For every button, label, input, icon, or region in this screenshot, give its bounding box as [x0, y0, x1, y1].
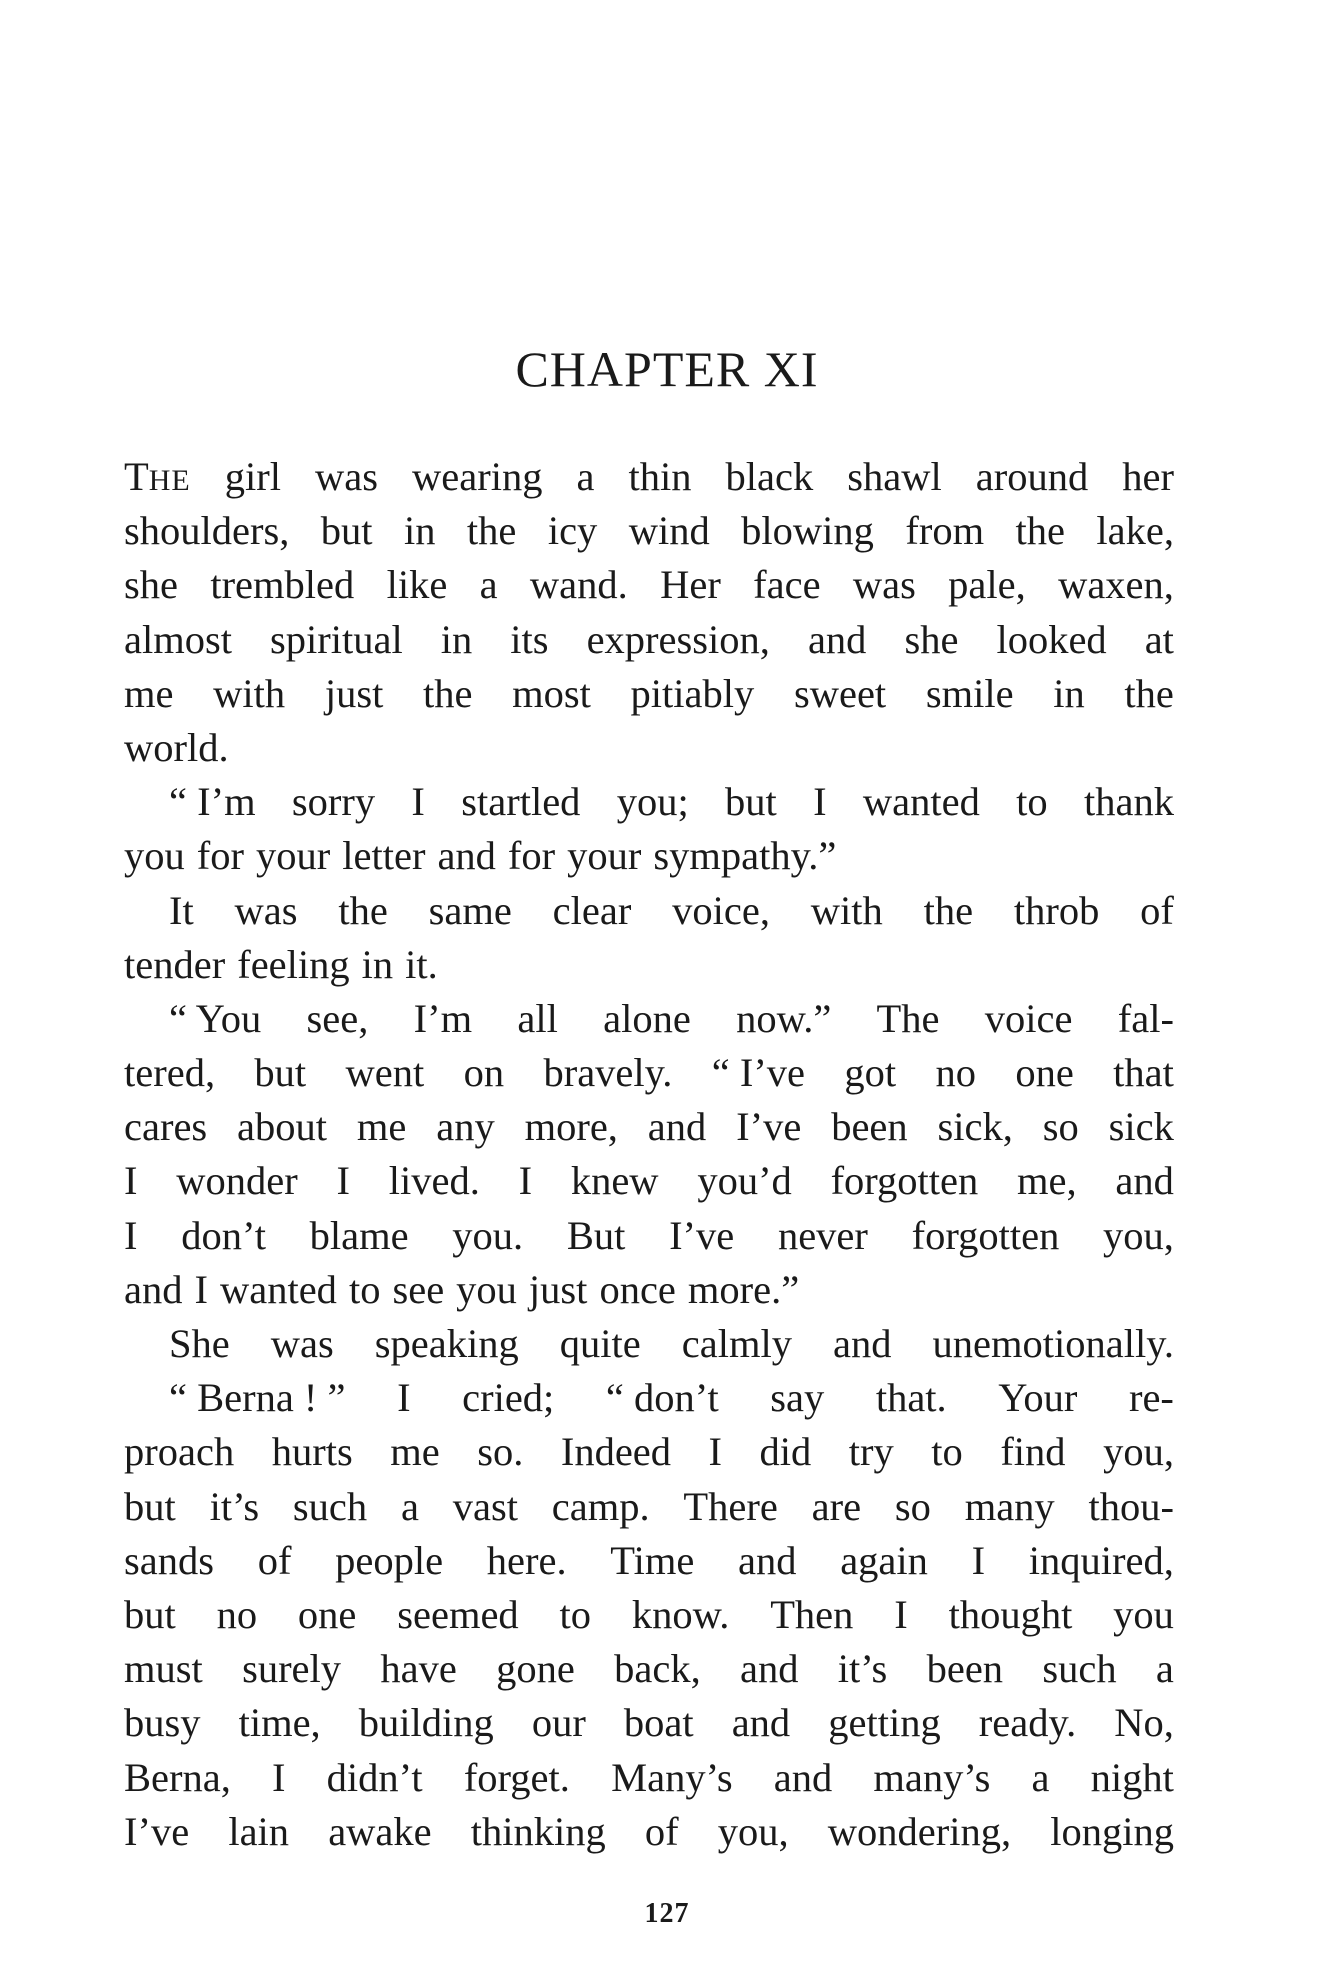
text-line: [124, 1263, 1174, 1317]
word: wanted: [219, 1266, 337, 1312]
text-line: [124, 775, 1174, 829]
word: gone: [496, 1646, 575, 1692]
word: from: [905, 508, 985, 554]
word: wearing: [412, 454, 543, 499]
word: was: [270, 1321, 334, 1366]
text-line: [124, 1425, 1174, 1479]
word: expression,: [586, 616, 770, 662]
text-line: [124, 884, 1174, 938]
word: building: [358, 1700, 494, 1746]
word: forgotten: [911, 1212, 1060, 1258]
word: she: [124, 562, 178, 608]
text-line: [124, 1100, 1174, 1154]
text-line: [124, 558, 1174, 612]
word: you,: [1103, 1212, 1174, 1258]
word: waxen,: [1058, 562, 1174, 608]
text-line: [124, 1751, 1174, 1805]
word: but: [320, 508, 373, 554]
word: so: [894, 1483, 931, 1529]
word: all: [517, 995, 558, 1041]
word: the: [1015, 508, 1065, 554]
word: many: [964, 1483, 1055, 1529]
word: but: [725, 779, 777, 825]
text-line: [124, 1371, 1174, 1425]
word: never: [777, 1212, 868, 1258]
word: I: [971, 1537, 986, 1583]
word: hurts: [271, 1429, 353, 1475]
word: There: [683, 1483, 778, 1529]
word: you: [1113, 1591, 1174, 1637]
text-line: [124, 504, 1174, 558]
text-line: [124, 1209, 1174, 1263]
word: here.: [486, 1537, 567, 1583]
word: was: [315, 454, 379, 499]
word: “ You: [169, 995, 262, 1041]
word: to: [559, 1591, 592, 1637]
word: went: [345, 1050, 425, 1096]
word: quite: [559, 1321, 641, 1366]
text-line: [124, 1805, 1174, 1859]
word: shoulders,: [124, 508, 290, 554]
word: tered,: [124, 1050, 216, 1096]
word: Her: [660, 562, 721, 608]
word: a: [1031, 1754, 1050, 1800]
word: Many’s: [611, 1754, 733, 1800]
word: blowing: [741, 508, 874, 554]
text-line: [124, 1642, 1174, 1696]
word: the: [923, 887, 974, 933]
word: you: [124, 833, 185, 879]
word: you,: [717, 1808, 789, 1854]
word: I: [271, 1754, 286, 1800]
word: and: [124, 1266, 183, 1312]
word: surely: [242, 1646, 342, 1692]
word: sick,: [937, 1104, 1013, 1150]
opening-word: [124, 450, 191, 504]
word: Time: [610, 1537, 695, 1583]
word: was: [852, 562, 916, 608]
word: lake,: [1096, 508, 1174, 554]
chapter-title: CHAPTER XI: [515, 341, 819, 397]
word: and: [437, 833, 496, 879]
word: again: [840, 1537, 928, 1583]
word: thinking: [470, 1808, 606, 1854]
word: got: [844, 1050, 897, 1096]
word: just: [324, 670, 384, 716]
word: must: [124, 1646, 203, 1692]
text-line: [124, 1154, 1174, 1208]
word: She: [169, 1321, 230, 1366]
text-line: [124, 1696, 1174, 1750]
word: lain: [228, 1808, 290, 1854]
word: busy: [124, 1700, 201, 1746]
word: The: [876, 995, 940, 1041]
word: around: [975, 454, 1089, 499]
word: the: [466, 508, 517, 554]
word: me,: [1017, 1158, 1077, 1204]
word: “ I’m: [169, 779, 256, 825]
text-line: [124, 1534, 1174, 1588]
word: more,: [524, 1104, 618, 1150]
word: I: [411, 779, 425, 825]
word: almost: [124, 616, 232, 662]
word: in: [361, 941, 394, 987]
word: boat: [623, 1700, 694, 1746]
word: many’s: [873, 1754, 991, 1800]
word: you’d: [697, 1158, 792, 1204]
word: speaking: [374, 1321, 519, 1366]
word: sick: [1108, 1104, 1174, 1150]
word: I: [813, 779, 827, 825]
opening-small-caps: HE: [148, 464, 191, 497]
word: people: [335, 1537, 444, 1583]
word: voice: [984, 995, 1073, 1041]
word: I: [124, 1158, 138, 1204]
word: to: [1016, 779, 1048, 825]
word: Your: [998, 1375, 1078, 1421]
word: wonder: [176, 1158, 298, 1204]
word: that: [1113, 1050, 1174, 1096]
word: don’t: [181, 1212, 266, 1258]
chapter-body: [124, 450, 1174, 1859]
word: unemotionally.: [932, 1321, 1174, 1366]
word: bravely.: [543, 1050, 673, 1096]
word: I: [124, 1212, 138, 1258]
word: to: [348, 1266, 381, 1312]
word: proach: [124, 1429, 235, 1475]
word: night: [1090, 1754, 1174, 1800]
word: forget.: [463, 1754, 570, 1800]
word: you;: [616, 779, 689, 825]
word: are: [811, 1483, 862, 1529]
word: wand.: [529, 562, 628, 608]
word: sorry: [291, 779, 376, 825]
text-line: [124, 1480, 1174, 1534]
word: cares: [124, 1104, 208, 1150]
word: with: [810, 887, 883, 933]
word: wind: [628, 508, 710, 554]
word: such: [292, 1483, 368, 1529]
word: say: [770, 1375, 825, 1421]
word: sweet: [793, 670, 887, 716]
word: wondering,: [827, 1808, 1012, 1854]
word: our: [531, 1700, 586, 1746]
word: inquired,: [1028, 1537, 1174, 1583]
text-line: [124, 721, 1174, 775]
word: but: [254, 1050, 307, 1096]
word: and: [1115, 1158, 1174, 1204]
word: of: [644, 1808, 679, 1854]
word: that.: [875, 1375, 947, 1421]
word: calmly: [681, 1321, 792, 1366]
word: it’s: [209, 1483, 260, 1529]
word: me: [124, 670, 174, 716]
word: Berna,: [124, 1754, 231, 1800]
word: me: [390, 1429, 440, 1475]
word: at: [1144, 616, 1174, 662]
word: in: [440, 616, 473, 662]
word: so: [1042, 1104, 1079, 1150]
word: for: [196, 833, 244, 879]
word: shawl: [847, 454, 942, 499]
word: I: [518, 1158, 533, 1204]
word: to: [931, 1429, 963, 1475]
word: for: [507, 833, 556, 879]
word: wanted: [862, 779, 980, 825]
word: black: [725, 454, 814, 499]
word: didn’t: [326, 1754, 423, 1800]
text-line: [124, 667, 1174, 721]
word: any: [436, 1104, 495, 1150]
word: thin: [628, 454, 692, 499]
word: I’m: [413, 995, 473, 1041]
word: No,: [1114, 1700, 1174, 1746]
word: letter: [342, 833, 426, 879]
word: “ I’ve: [711, 1050, 806, 1096]
word: I: [894, 1591, 908, 1637]
word: you: [456, 1266, 517, 1312]
word: and: [773, 1754, 833, 1800]
word: knew: [570, 1158, 659, 1204]
word: forgotten: [830, 1158, 979, 1204]
page-number: 127: [644, 1898, 690, 1929]
word: and: [731, 1700, 791, 1746]
word: so.: [477, 1429, 524, 1475]
word: her: [1122, 454, 1174, 499]
word: but: [124, 1591, 176, 1637]
word: no: [935, 1050, 976, 1096]
word: pale,: [948, 562, 1026, 608]
word: face: [753, 562, 821, 608]
word: longing: [1050, 1808, 1174, 1854]
word: thou-: [1088, 1483, 1174, 1529]
word: I: [708, 1429, 723, 1475]
word: getting: [828, 1700, 941, 1746]
text-line: [124, 938, 1174, 992]
word: cried;: [462, 1375, 555, 1421]
word: in: [1053, 670, 1085, 716]
word: one: [1015, 1050, 1074, 1096]
word: icy: [547, 508, 598, 554]
word: now.”: [736, 995, 832, 1041]
word: vast: [452, 1483, 518, 1529]
word: it’s: [837, 1646, 888, 1692]
word: voice,: [672, 887, 770, 933]
word: a: [479, 562, 498, 608]
word: and: [647, 1104, 707, 1150]
word: such: [1042, 1646, 1117, 1692]
word: Then: [770, 1591, 854, 1637]
word: thought: [948, 1591, 1073, 1637]
word: try: [848, 1429, 894, 1475]
word: more.”: [687, 1266, 800, 1312]
word: no: [216, 1591, 258, 1637]
word: time,: [238, 1700, 321, 1746]
word: most: [512, 670, 591, 716]
word: just: [528, 1266, 588, 1312]
word: I’ve: [736, 1104, 802, 1150]
word: a: [576, 454, 595, 499]
word: fal-: [1117, 995, 1174, 1041]
word: pitiably: [630, 670, 755, 716]
word: “ Berna ! ”: [169, 1375, 346, 1421]
text-line: [124, 1046, 1174, 1100]
word: Indeed: [560, 1429, 672, 1475]
word: find: [1000, 1429, 1066, 1475]
word: trembled: [210, 562, 355, 608]
word: thank: [1083, 779, 1174, 825]
word: I’ve: [669, 1212, 735, 1258]
word: I: [397, 1375, 411, 1421]
word: it.: [405, 941, 438, 987]
word: but: [124, 1483, 176, 1529]
word: and: [833, 1321, 892, 1366]
word: spiritual: [270, 616, 403, 662]
word: its: [510, 616, 549, 662]
word: I: [194, 1266, 208, 1312]
word: the: [1124, 670, 1174, 716]
word: tender: [124, 941, 226, 987]
word: your: [255, 833, 331, 879]
word: your: [567, 833, 642, 879]
word: you.: [452, 1212, 524, 1258]
word: But: [566, 1212, 626, 1258]
word: with: [213, 670, 286, 716]
word: me: [356, 1104, 407, 1150]
word: clear: [552, 887, 632, 933]
word: smile: [925, 670, 1014, 716]
word: see: [392, 1266, 445, 1312]
word: been: [831, 1104, 908, 1150]
word: looked: [996, 616, 1107, 662]
word: have: [380, 1646, 457, 1692]
word: “ don’t: [605, 1375, 719, 1421]
word: I’ve: [124, 1808, 190, 1854]
word: girl: [224, 454, 282, 499]
word: know.: [631, 1591, 730, 1637]
word: of: [257, 1537, 292, 1583]
word: on: [463, 1050, 505, 1096]
word: see,: [306, 995, 369, 1041]
word: camp.: [551, 1483, 650, 1529]
text-line: [124, 1317, 1174, 1371]
word: I: [336, 1158, 350, 1204]
word: sands: [124, 1537, 214, 1583]
word: of: [1140, 887, 1174, 933]
text-line: [124, 1588, 1174, 1642]
word: like: [386, 562, 448, 608]
word: did: [759, 1429, 812, 1475]
text-line: [124, 613, 1174, 667]
word: feeling: [237, 941, 350, 987]
word: the: [422, 670, 473, 716]
word: startled: [461, 779, 581, 825]
word: been: [926, 1646, 1004, 1692]
word: about: [237, 1104, 328, 1150]
word: once: [599, 1266, 676, 1312]
word: sympathy.”: [653, 833, 837, 879]
word: the: [338, 887, 388, 933]
word: re-: [1128, 1375, 1174, 1421]
word: lived.: [388, 1158, 480, 1204]
word: one: [297, 1591, 357, 1637]
word: she: [904, 616, 959, 662]
word: awake: [328, 1808, 432, 1854]
word: seemed: [397, 1591, 519, 1637]
word: and: [738, 1537, 797, 1583]
word: and: [740, 1646, 799, 1692]
word: and: [807, 616, 867, 662]
text-line: [124, 992, 1174, 1046]
word: a: [400, 1483, 419, 1529]
word: was: [234, 887, 298, 933]
opening-capital: T: [124, 454, 149, 499]
word: same: [428, 887, 512, 933]
word: alone: [603, 995, 691, 1041]
text-line: [124, 450, 1174, 504]
word: throb: [1013, 887, 1100, 933]
word: ready.: [978, 1700, 1077, 1746]
text-line: [124, 829, 1174, 883]
word: back,: [614, 1646, 701, 1692]
word: you,: [1103, 1429, 1174, 1475]
word: blame: [309, 1212, 409, 1258]
word: in: [403, 508, 436, 554]
word: It: [169, 887, 194, 933]
word: world.: [124, 724, 229, 770]
word: a: [1155, 1646, 1174, 1692]
